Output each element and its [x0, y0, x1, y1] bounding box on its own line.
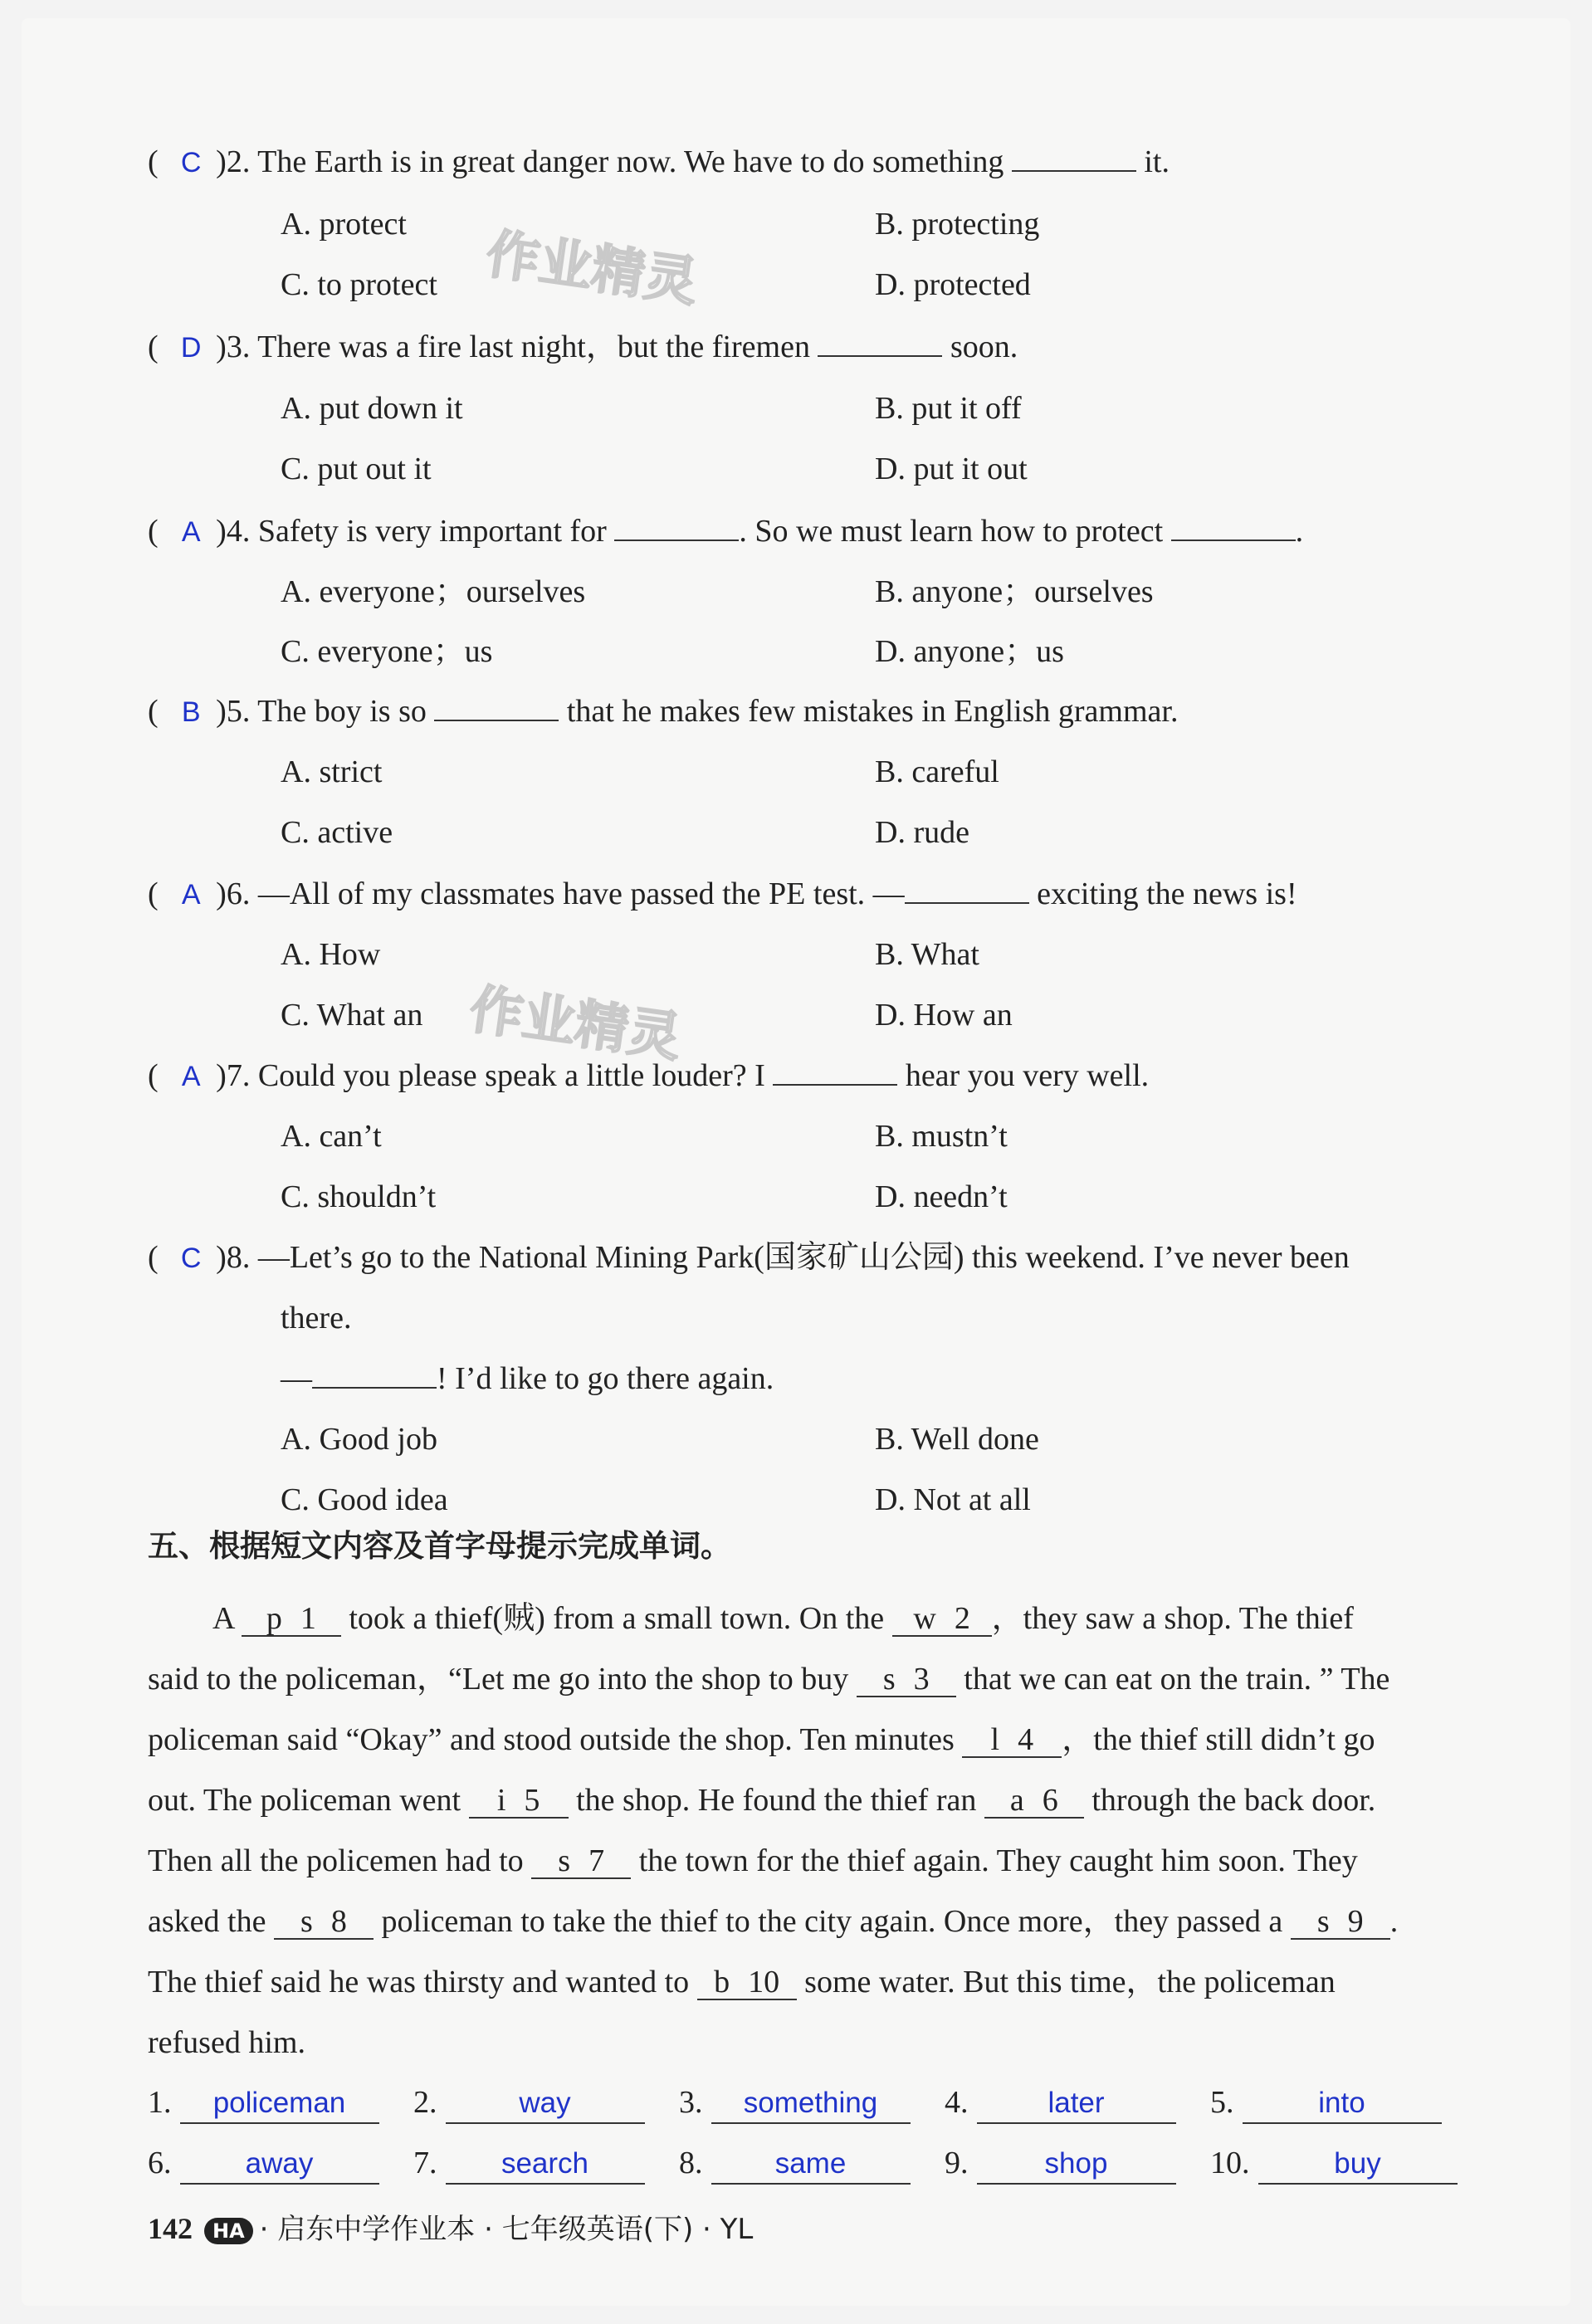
option-a: A. How: [281, 937, 381, 972]
edition-badge: HA: [204, 2218, 253, 2244]
blank: [773, 1059, 897, 1086]
answer-number: 5.: [1210, 2085, 1234, 2120]
question-7: ( A )7. Could you please speak a little louder? I hear you very well.: [148, 1057, 1149, 1096]
option-d: D. put it out: [875, 452, 1028, 486]
answer-number: 10.: [1210, 2146, 1250, 2180]
cue-blank: [531, 1844, 631, 1879]
option-a: A. put down it: [281, 391, 463, 426]
question-2: ( C )2. The Earth is in great danger now. We have to do something it.: [148, 143, 1170, 182]
cue-blank: [962, 1723, 1062, 1758]
answer-number: 1.: [148, 2085, 172, 2120]
option-c: C. everyone；us: [281, 634, 493, 669]
question-8-line3: — ! I’d like to go there again.: [281, 1361, 774, 1396]
answer-number: 7.: [413, 2146, 437, 2180]
answer-item: [1210, 2083, 1442, 2124]
option-b: B. protecting: [875, 207, 1040, 242]
answer-mark: C: [180, 1243, 202, 1274]
passage-line: policeman said “Okay” and stood outside the shop. Ten minutes l 4 ，the thief still didn’t go: [148, 1722, 1375, 1757]
answer-text: policeman: [180, 2084, 379, 2124]
answer-mark: A: [181, 1061, 201, 1092]
blank-number: 4: [1018, 1722, 1034, 1757]
question-5: ( B )5. The boy is so that he makes few mistakes in English grammar.: [148, 692, 1178, 731]
cue-blank: [857, 1662, 956, 1697]
cue-blank: [242, 1602, 341, 1637]
answer-text: buy: [1258, 2145, 1458, 2185]
initial-letter: s: [300, 1904, 313, 1939]
passage-line: A p 1 took a thief(贼) from a small town. On the w 2 ，they saw a shop. The thief: [212, 1601, 1354, 1636]
answer-item: [148, 2144, 379, 2185]
blank-number: 5: [524, 1783, 540, 1818]
option-d: D. needn’t: [875, 1179, 1008, 1214]
answer-item: [679, 2083, 911, 2124]
blank: [312, 1362, 437, 1389]
option-b: B. careful: [875, 754, 999, 789]
answer-mark: B: [181, 696, 201, 728]
blank: [1012, 145, 1136, 172]
blank-number: 10: [748, 1965, 780, 1999]
answer-text: search: [446, 2145, 645, 2185]
question-8-line2: there.: [281, 1301, 352, 1335]
blank: [905, 877, 1029, 904]
book-title: · 启东中学作业本 · 七年级英语(下) · YL: [259, 2213, 754, 2246]
blank-number: 1: [300, 1601, 316, 1636]
answer-text: way: [446, 2084, 645, 2124]
question-4: ( A )4. Safety is very important for . So we must learn how to protect .: [148, 512, 1303, 551]
answer-item: [413, 2144, 645, 2185]
watermark: 作业精灵: [466, 979, 686, 1070]
question-6: ( A )6. —All of my classmates have passed the PE test. — exciting the news is!: [148, 875, 1297, 914]
initial-letter: a: [1009, 1783, 1024, 1818]
option-d: D. rude: [875, 815, 969, 850]
initial-letter: s: [1316, 1904, 1330, 1939]
option-d: D. protected: [875, 267, 1031, 302]
option-c: C. shouldn’t: [281, 1179, 437, 1214]
blank-number: 2: [954, 1601, 970, 1636]
blank-number: 8: [330, 1904, 347, 1939]
page-footer: [148, 2206, 753, 2247]
workbook-page: [22, 18, 1570, 2306]
blank-number: 3: [913, 1662, 930, 1697]
initial-letter: w: [913, 1601, 936, 1636]
answer-number: 8.: [679, 2146, 703, 2180]
option-b: B. Well done: [875, 1422, 1039, 1457]
blank: [434, 695, 559, 721]
answer-item: [945, 2083, 1176, 2124]
passage-line: asked the s 8 policeman to take the thief to the city again. Once more，they passed a s 9 .: [148, 1904, 1399, 1939]
answer-mark: D: [180, 332, 202, 364]
option-a: A. everyone；ourselves: [281, 574, 586, 609]
initial-letter: s: [558, 1843, 571, 1878]
answer-text: into: [1243, 2084, 1442, 2124]
blank: [614, 515, 739, 541]
blank-number: 7: [588, 1843, 605, 1878]
question-8: ( C )8. —Let’s go to the National Mining Park(国家矿山公园) this weekend. I’ve never been: [148, 1238, 1350, 1277]
option-d: D. How an: [875, 998, 1013, 1033]
cue-blank: [469, 1784, 569, 1819]
page-number: 142: [148, 2212, 193, 2245]
answer-number: 3.: [679, 2085, 703, 2120]
initial-letter: s: [882, 1662, 896, 1697]
option-b: B. put it off: [875, 391, 1022, 426]
option-d: D. anyone；us: [875, 634, 1064, 669]
answer-item: [413, 2083, 645, 2124]
section-title: 五、根据短文内容及首字母提示完成单词。: [148, 1528, 731, 1564]
passage-line: refused him.: [148, 2025, 305, 2060]
passage-line: out. The policeman went i 5 the shop. He found the thief ran a 6 through the back door.: [148, 1783, 1376, 1818]
cue-blank: [697, 1965, 797, 2000]
cue-blank: [274, 1905, 374, 1940]
answer-item: [679, 2144, 911, 2185]
cue-blank: [984, 1784, 1084, 1819]
option-b: B. What: [875, 937, 979, 972]
answer-text: later: [977, 2084, 1176, 2124]
option-a: A. protect: [281, 207, 407, 242]
initial-letter: i: [496, 1783, 506, 1818]
option-c: C. Good idea: [281, 1482, 448, 1517]
passage-line: Then all the policemen had to s 7 the town for the thief again. They caught him soon. They: [148, 1843, 1358, 1878]
answer-number: 4.: [945, 2085, 969, 2120]
option-a: A. strict: [281, 754, 383, 789]
answer-item: [945, 2144, 1176, 2185]
question-3: ( D )3. There was a fire last night，but the firemen soon.: [148, 328, 1018, 367]
answer-number: 2.: [413, 2085, 437, 2120]
option-c: C. to protect: [281, 267, 437, 302]
answer-mark: C: [180, 147, 202, 178]
blank-number: 6: [1042, 1783, 1058, 1818]
option-b: B. mustn’t: [875, 1119, 1008, 1154]
answer-text: something: [711, 2084, 911, 2124]
answer-text: shop: [977, 2145, 1176, 2185]
passage-line: The thief said he was thirsty and wanted to b 10 some water. But this time，the policeman: [148, 1965, 1336, 1999]
blank: [818, 330, 942, 357]
option-c: C. What an: [281, 998, 423, 1033]
option-c: C. active: [281, 815, 393, 850]
cue-blank: [1291, 1905, 1390, 1940]
option-c: C. put out it: [281, 452, 432, 486]
passage-line: said to the policeman，“Let me go into the shop to buy s 3 that we can eat on the train. ” The: [148, 1662, 1390, 1697]
initial-letter: p: [266, 1601, 282, 1636]
option-d: D. Not at all: [875, 1482, 1031, 1517]
blank-number: 9: [1347, 1904, 1364, 1939]
answer-mark: A: [181, 516, 201, 548]
option-a: A. Good job: [281, 1422, 437, 1457]
answer-text: away: [180, 2145, 379, 2185]
answer-text: same: [711, 2145, 911, 2185]
initial-letter: l: [990, 1722, 1000, 1757]
answer-number: 6.: [148, 2146, 172, 2180]
answer-item: [148, 2083, 379, 2124]
blank: [1171, 515, 1296, 541]
option-a: A. can’t: [281, 1119, 382, 1154]
watermark: 作业精灵: [482, 223, 702, 315]
option-b: B. anyone；ourselves: [875, 574, 1154, 609]
initial-letter: b: [714, 1965, 730, 1999]
answer-mark: A: [181, 879, 201, 911]
answer-item: [1210, 2144, 1458, 2185]
answer-number: 9.: [945, 2146, 969, 2180]
cue-blank: [892, 1602, 992, 1637]
